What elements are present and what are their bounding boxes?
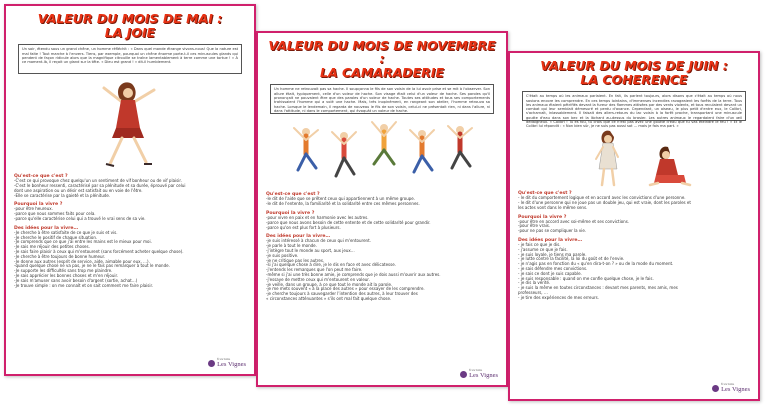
- logo-mark-icon: [208, 360, 215, 367]
- logo-mark-icon: [460, 371, 467, 378]
- answer-line: -le dit de l'aide que se prêtent ceux qui appartiennent à un même groupe.: [266, 196, 416, 202]
- answer-line: -le dit de l'entente, la familiarité et la solidarité entre ces mêmes personnes.: [266, 201, 420, 207]
- idea-line: -Je trouve simple : on me connaît et on sait comment me faire plaisir.: [14, 282, 154, 288]
- illustration-joyful-woman: [14, 78, 246, 170]
- idea-line: -je parle à tout le monde.: [266, 243, 317, 249]
- answer-line: - le dit d'une personne qui ne joue pas un double jeu, qui est vraie, dont les paroles et: [518, 200, 691, 206]
- idea-line: -Je cherche le positif de chaque situation.: [14, 234, 98, 240]
- answer-line: -parce qu'on est plus fort à plusieurs.: [266, 224, 341, 230]
- answer-line: les actes vont dans le même sens.: [518, 204, 588, 210]
- idea-line: -Je donne aux autres (esprit de service, aide, aimable pour eux, …).: [14, 258, 150, 264]
- idea-line: - je dis la vérité.: [518, 280, 551, 286]
- logo-name: Les Vignes: [721, 385, 750, 393]
- question-why: Pourquoi la vivre ?: [14, 202, 63, 208]
- story-box: Un homme ne retrouvait pas sa hache. Il soupçonna le fils de son voisin de la lui avoir prise et se mit à l'observer. Son allure était, typiquement, celle d'un voleur de hache. Son visage était celui d'un voleur de hache. Ses paroles qu'il prononçait ne pouvaient être que des paroles d'un voleur de hache. Toutes ses attitudes et tous ses comportements trahissaient l'homme qui a volé une hache. Mais, très inopinément, en rangeant son atelier, l'homme retrouva sa hache. Lorsque le lendemain, il regarda de nouveau le fils de son voisin, celui-ci ne présentait rien, ni dans l'allure, ni dans l'attitude, ni dans le comportement, qui évoquât un voleur de hache.: [270, 84, 494, 114]
- school-logo: [208, 359, 246, 368]
- question-ideas: Des idées pour la vivre…: [266, 234, 331, 240]
- idea-line: -je me mets souvent « à la place des autres » pour essayer de les comprendre.: [266, 286, 425, 292]
- section-why: [14, 202, 246, 221]
- story-box: C'était au temps où les animaux parlaient. En fait, ils parlent toujours, alors disons que c'était au temps où nous savions encore les comprendre. En ces temps lointains, d'immenses incendies ravageaient les forêts de la terre. Tous les animaux étaient pétrifiés devant la fureur des flammes attisées par des vents violents, et tous reculaient devant un combat qui leur semblait démesuré et perdu d'avance. Cependant, un oiseau, le plus petit d'entre eux, le Colibri, s'acharnait, inlassablement. Il faisait des allers-retours du lac voisin à la forêt proche, transportant une minuscule goutte d'eau dans son bec et la lâchant au-dessus du brasier. Les autres animaux le regardaient faire d'un œil dédaigneux. « Colibri ! Tu es fou, tu crois que ce n'est pas avec une goutte d'eau que tu vas éteindre le feu ! » Et le Colibri lui répondit : « Non bien sûr, je ne suis pas aussi sot … mais je fais ma part. »: [522, 91, 746, 121]
- idea-line: -je veille, dans un groupe, à ce que tout le monde ait la parole.: [266, 281, 393, 287]
- logo-small-text: École Sainte: [217, 357, 231, 361]
- answer-line: -pour vivre en paix et en harmonie avec les autres.: [266, 214, 369, 220]
- title-line-1: VALEUR DU MOIS DE NOVEMBRE :: [268, 38, 496, 67]
- section-ideas: [266, 234, 498, 301]
- idea-line: -Je sais m'amuser sans avoir besoin d'argent (sortie, achat…): [14, 277, 138, 283]
- logo-name: Les Vignes: [217, 360, 246, 368]
- idea-line: -je suis positive.: [266, 252, 299, 258]
- question-ideas: Des idées pour la vivre…: [14, 225, 79, 231]
- poster-la-coherence: [508, 51, 760, 401]
- answer-line: -pour ne pas se compliquer la vie.: [518, 228, 587, 234]
- idea-line: -si j'ai quelque chose à dire, je le dis en face et avec délicatesse.: [266, 262, 396, 268]
- title-line-2: LA JOIE: [104, 25, 156, 41]
- idea-line: -j'entends les remarques que l'on peut me faire.: [266, 267, 363, 273]
- idea-line: - je suis loyale, je tiens ma parole.: [518, 251, 587, 257]
- idea-line: - je suis responsable : quand on me confie quelque chose, je le fais.: [518, 275, 654, 281]
- idea-line: -même si j'ai une très bonne amie, je comprends que je dois aussi m'ouvrir aux autres.: [266, 271, 441, 277]
- idea-line: -Je sais me réjouir des petites choses.: [14, 244, 90, 250]
- idea-line: - je n'agis pas en fonction du « qu'en dira-t-on ? » ou de la mode du moment.: [518, 261, 674, 267]
- answer-line: dont une aspiration ou un désir est satisfait ou en voie de l'être.: [14, 187, 143, 193]
- answer-line: -pour être vrais.: [518, 223, 551, 229]
- question-what: Qu'est-ce que c'est ?: [518, 191, 572, 197]
- section-definition: [518, 191, 750, 210]
- school-logo: [712, 384, 750, 393]
- idea-line: -Je cherche à être satisfaite de ce que je suis et vis.: [14, 229, 118, 235]
- idea-line: -je cherche toujours à sauvegarder l'intention des autres, à leur trouver des: [266, 291, 418, 297]
- title-line-1: VALEUR DU MOIS DE MAI :: [37, 11, 223, 26]
- question-why: Pourquoi la vivre ?: [266, 210, 315, 216]
- idea-line: - je suis la même en toutes circonstances : devant mes parents, mes amis, mes: [518, 285, 678, 291]
- idea-line: -Je supporte les difficultés sans trop me plaindre.: [14, 268, 113, 274]
- logo-mark-icon: [712, 385, 719, 392]
- logo-small-text: École Sainte: [721, 382, 735, 386]
- poster-la-joie: [4, 4, 256, 376]
- answer-line: -C'est ce qui provoque chez quelqu'un un sentiment de vif bonheur ou de vif plaisir.: [14, 178, 182, 184]
- idea-line: professeurs, …: [518, 290, 548, 295]
- idea-line: -j'essaye de mettre ceux qui m'entourent en valeur.: [266, 276, 370, 282]
- poster-la-camaraderie: [256, 31, 508, 387]
- section-why: [266, 211, 498, 230]
- idea-line: -je suis intéressé à chacun de ceux qui m'entourent.: [266, 238, 371, 244]
- idea-line: - je sais ce dont je suis capable.: [518, 270, 582, 276]
- idea-line: -Je comprends que ce que j'ai entre les mains est le mieux pour moi.: [14, 239, 152, 245]
- idea-line: - je lutte contre la facilité, la loi du goût et de l'envie.: [518, 256, 625, 262]
- illustration-jumping-friends: [266, 118, 498, 188]
- answer-line: -parce que nous avons besoin de cette entente et de cette solidarité pour grandir.: [266, 219, 431, 225]
- question-why: Pourquoi la vivre ?: [518, 214, 567, 220]
- idea-line: - je fais ce que je dis.: [518, 242, 561, 248]
- idea-line: - je tire des expériences de mes erreurs.: [518, 294, 599, 300]
- title-line-2: LA COHERENCE: [580, 72, 688, 88]
- section-ideas: [518, 238, 750, 301]
- section-definition: [14, 174, 246, 198]
- section-ideas: [14, 226, 246, 289]
- question-ideas: Des idées pour la vivre…: [518, 238, 583, 244]
- story-box: Un soir, étendu sous un grand chêne, un homme réfléchit : « Dans quel monde étrange vivons-nous! Que la nature est mal faite ! Tout marche à l'envers. Tiens, par exemple, pourquoi un chêne énorme porte-t-il ces minuscules glands qui pendent de façon ridicule alors que la magnifique citrouille se traîne lamentablement à terre comme une tortue ! » À ce moment-là, il reçoit un gland sur la tête. « Dieu est grand ! » dit-il humblement.: [18, 44, 242, 74]
- school-logo: [460, 370, 498, 379]
- answer-line: -Elle se caractérise par la gaieté et la plénitude.: [14, 192, 111, 198]
- answer-line: -pour être en accord avec soi-même et ses convictions.: [518, 218, 630, 224]
- answer-line: -C'est le bonheur ressenti, caractérisé par sa plénitude et sa durée, éprouvé par celui: [14, 183, 186, 189]
- question-what: Qu'est-ce que c'est ?: [266, 192, 320, 198]
- idea-line: -Je cherche à être toujours de bonne humeur.: [14, 253, 106, 259]
- idea-line: -je ne critique pas les autres.: [266, 257, 325, 263]
- idea-line: -quand quelque chose ne va pas, je ne le fais pas remarquer à tout le monde.: [14, 263, 170, 269]
- idea-line: -j'intègre tout le monde au sport, aux jeux…: [266, 247, 355, 253]
- illustration-two-girls: [518, 125, 750, 187]
- section-why: [518, 215, 750, 234]
- question-what: Qu'est-ce que c'est ?: [14, 174, 68, 180]
- answer-line: -parce qu'elle caractérise celui qui a trouvé le vrai sens de sa vie.: [14, 216, 146, 222]
- logo-name: Les Vignes: [469, 371, 498, 379]
- answer-line: -pour être heureux.: [14, 206, 53, 212]
- idea-line: « circonstances atténuantes » s'ils ont mal fait quelque chose.: [266, 295, 392, 301]
- poster-title: [14, 12, 246, 39]
- answer-line: - le dit du comportement logique et en accord avec les convictions d'une personne.: [518, 195, 686, 201]
- answer-line: -parce que nous sommes faits pour cela.: [14, 211, 96, 217]
- section-definition: [266, 192, 498, 207]
- logo-small-text: École Sainte: [469, 368, 483, 372]
- title-line-1: VALEUR DU MOIS DE JUIN :: [540, 58, 728, 73]
- poster-title: [518, 59, 750, 86]
- title-line-2: LA CAMARADERIE: [320, 65, 444, 81]
- idea-line: -Je sais faire plaisir à ceux qui m'entourent (sans forcément acheter quelque chose).: [14, 249, 184, 255]
- idea-line: - j'assume ce que je fais.: [518, 246, 568, 252]
- idea-line: - je sais défendre mes convictions.: [518, 266, 588, 272]
- idea-line: -Je sais apprécier les bonnes choses et m'en réjouir.: [14, 273, 119, 278]
- poster-title: [266, 39, 498, 79]
